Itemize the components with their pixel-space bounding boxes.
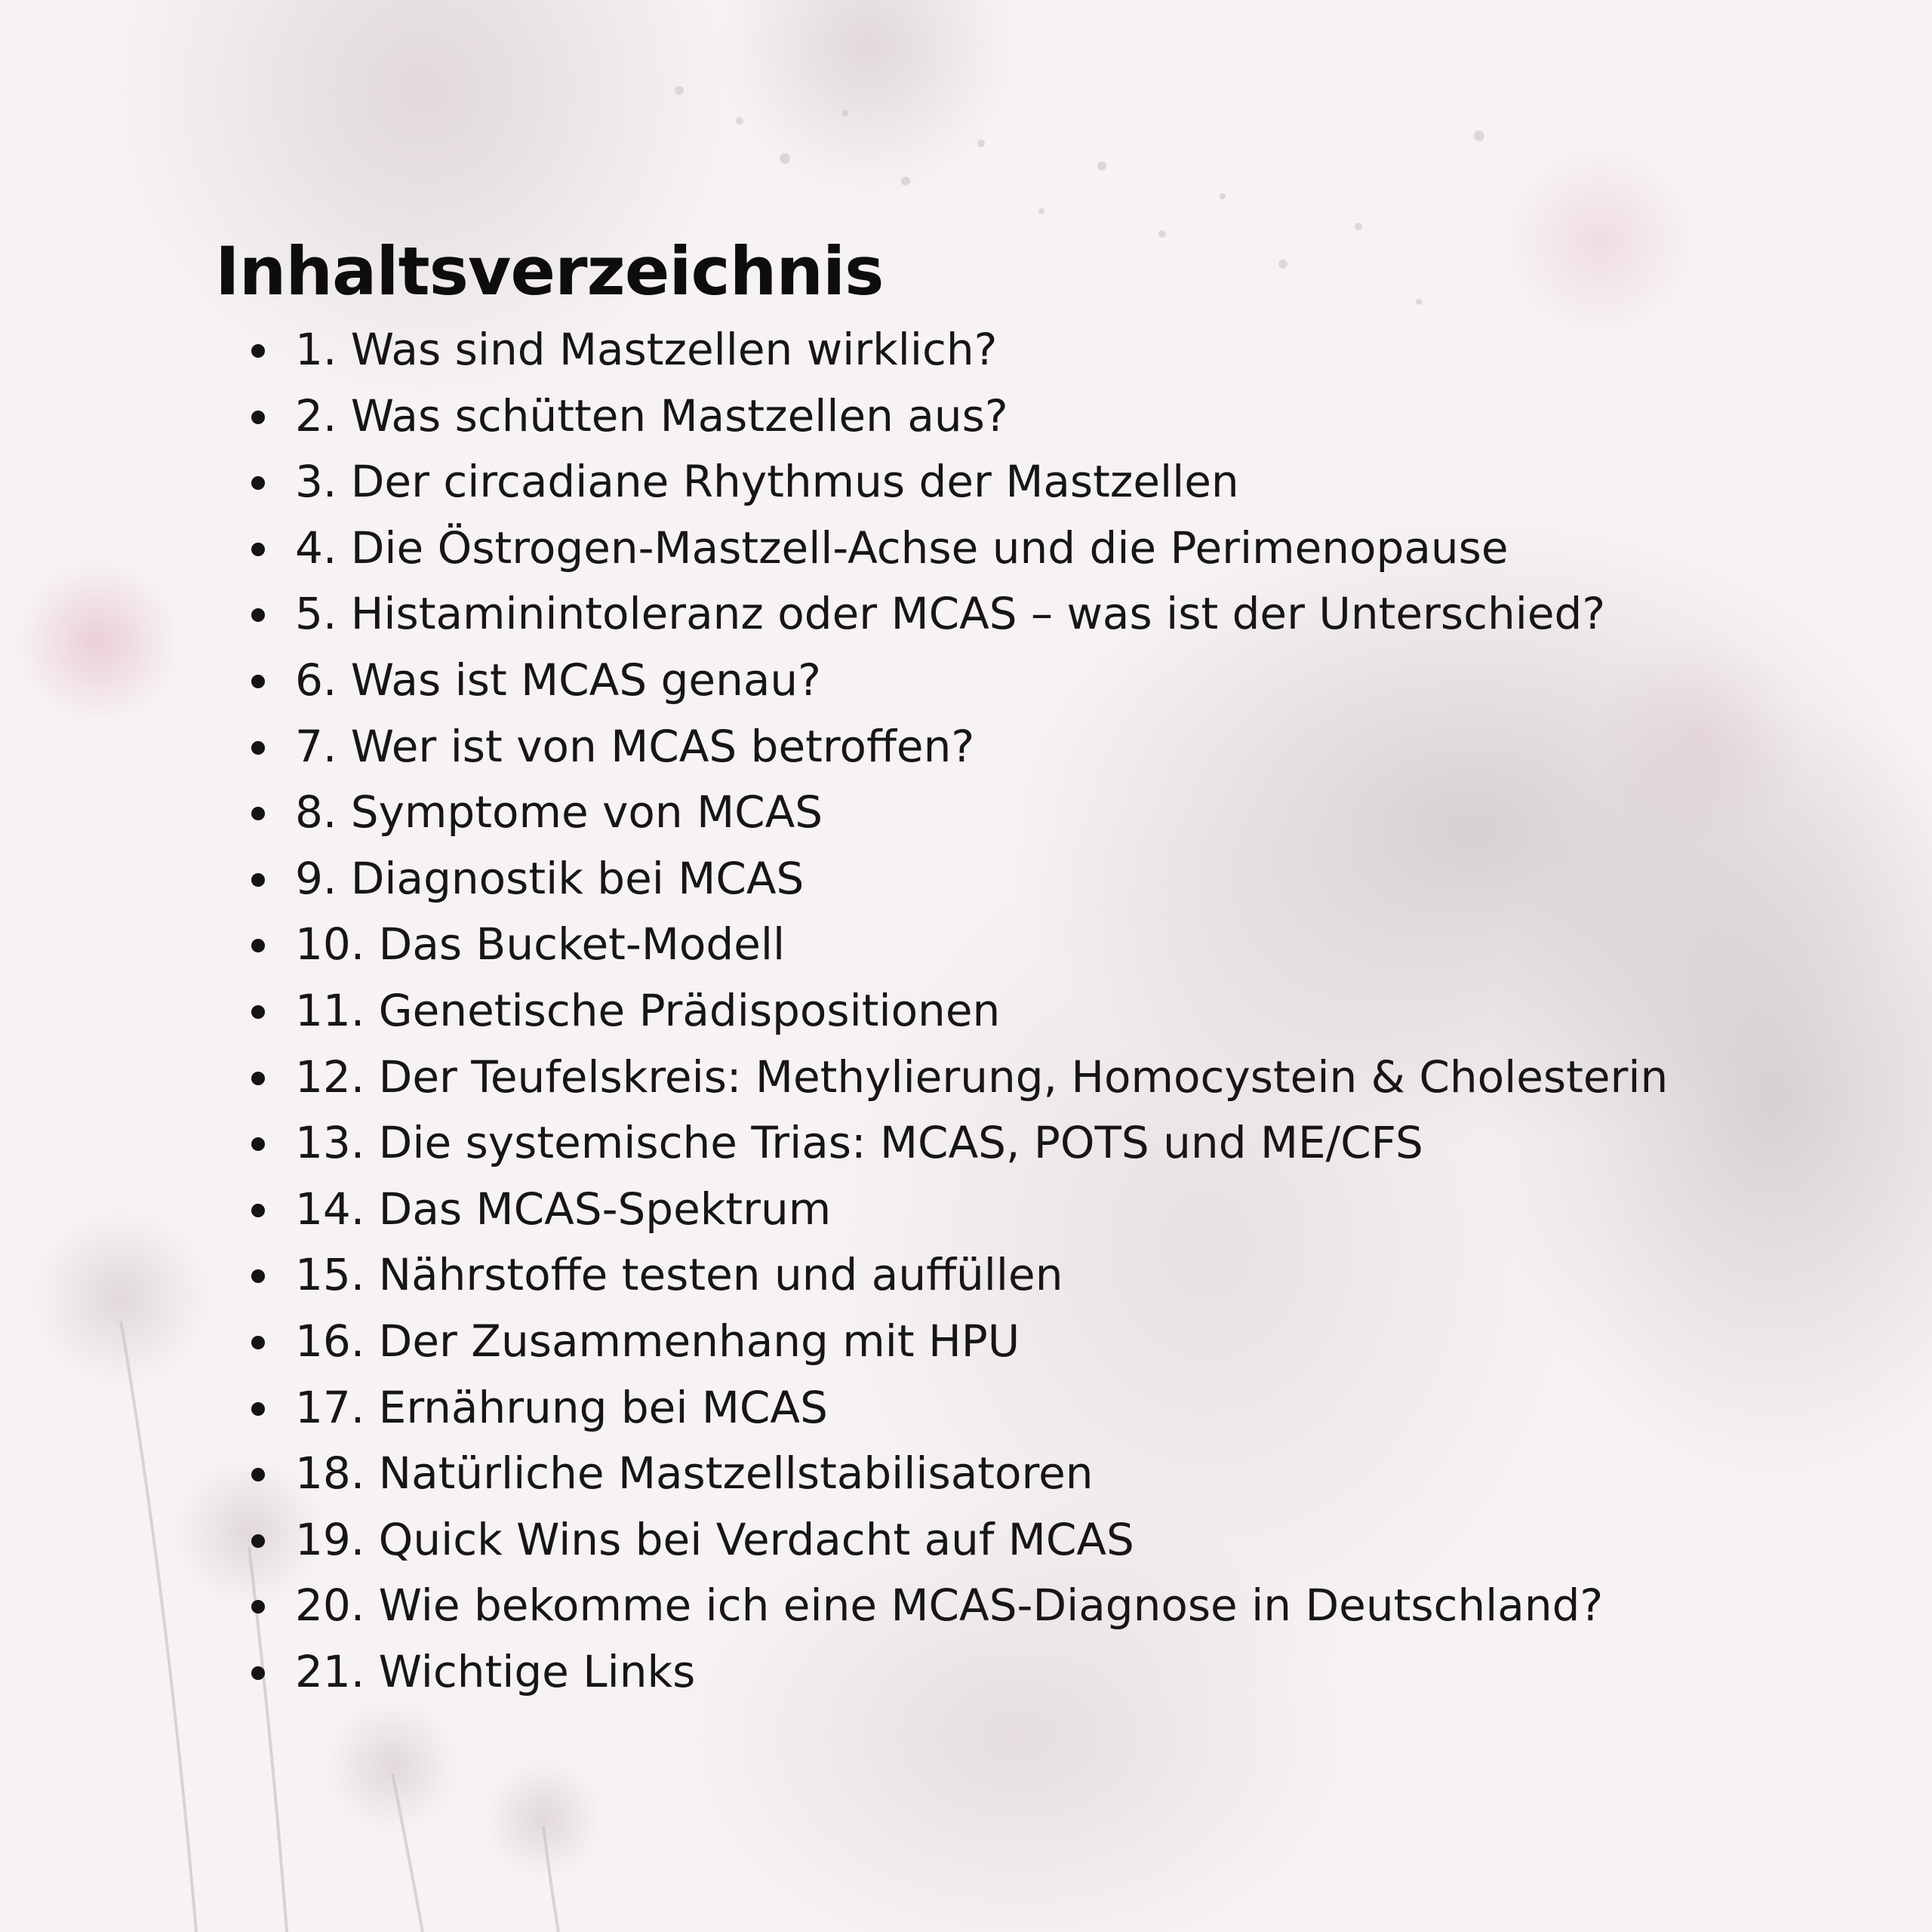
bullet-icon [251,1534,265,1548]
toc-item[interactable] [215,581,1800,648]
toc-item-label: 17. Ernährung bei MCAS [295,1381,828,1433]
bullet-icon [251,1666,265,1680]
bullet-icon [251,1072,265,1085]
page-title: Inhaltsverzeichnis [215,232,884,310]
toc-item-label: 6. Was ist MCAS genau? [295,654,821,706]
bullet-icon [251,608,265,622]
bullet-icon [251,1137,265,1151]
toc-item[interactable] [215,912,1800,978]
toc-item-label: 16. Der Zusammenhang mit HPU [295,1315,1020,1367]
bullet-icon [251,543,265,556]
toc-item[interactable] [215,780,1800,846]
toc-item[interactable] [215,846,1800,912]
toc-item[interactable] [215,1441,1800,1507]
toc-item-label: 15. Nährstoffe testen und auffüllen [295,1249,1063,1301]
toc-item[interactable] [215,1639,1800,1706]
toc-item-label: 7. Wer ist von MCAS betroffen? [295,720,975,772]
toc-item-label: 19. Quick Wins bei Verdacht auf MCAS [295,1513,1134,1565]
toc-item-label: 11. Genetische Prädispositionen [295,984,1001,1036]
toc-item[interactable] [215,383,1800,450]
toc-list [215,317,1800,1705]
toc-item[interactable] [215,978,1800,1044]
toc-item[interactable] [215,1044,1800,1111]
toc-item[interactable] [215,317,1800,383]
bullet-icon [251,741,265,755]
toc-item[interactable] [215,1242,1800,1309]
bullet-icon [251,344,265,358]
toc-item-label: 12. Der Teufelskreis: Methylierung, Homocystein & Cholesterin [295,1051,1669,1103]
toc-item[interactable] [215,1309,1800,1375]
bullet-icon [251,476,265,490]
bullet-icon [251,939,265,952]
toc-item-label: 13. Die systemische Trias: MCAS, POTS und ME/CFS [295,1117,1423,1169]
toc-item-label: 8. Symptome von MCAS [295,786,823,838]
bullet-icon [251,1336,265,1349]
toc-item[interactable] [215,1507,1800,1574]
toc-item-label: 14. Das MCAS-Spektrum [295,1183,832,1235]
toc-item-label: 21. Wichtige Links [295,1645,696,1697]
bullet-icon [251,411,265,424]
toc-item-label: 3. Der circadiane Rhythmus der Mastzellen [295,456,1239,508]
toc-item[interactable] [215,449,1800,515]
bullet-icon [251,873,265,887]
toc-item-label: 20. Wie bekomme ich eine MCAS-Diagnose in Deutschland? [295,1580,1604,1632]
bullet-icon [251,1600,265,1614]
toc-item-label: 2. Was schütten Mastzellen aus? [295,389,1008,441]
toc-item-label: 1. Was sind Mastzellen wirklich? [295,324,998,375]
bullet-icon [251,807,265,820]
toc-item[interactable] [215,714,1800,780]
toc-item[interactable] [215,1375,1800,1441]
toc-item-label: 10. Das Bucket-Modell [295,918,786,971]
toc-item[interactable] [215,1177,1800,1243]
bullet-icon [251,1402,265,1416]
bullet-icon [251,1005,265,1019]
flower-left [15,558,181,724]
toc-item-label: 5. Histaminintoleranz oder MCAS – was ist der Unterschied? [295,588,1606,640]
toc-item[interactable] [215,1573,1800,1639]
toc-item-label: 9. Diagnostik bei MCAS [295,852,804,904]
toc-item[interactable] [215,648,1800,714]
bullet-icon [251,1468,265,1481]
bullet-icon [251,1204,265,1217]
toc-item[interactable] [215,515,1800,582]
table-of-contents [215,226,1800,1705]
toc-item-label: 4. Die Östrogen-Mastzell-Achse und die Perimenopause [295,521,1509,574]
toc-item-label: 18. Natürliche Mastzellstabilisatoren [295,1447,1094,1500]
toc-item[interactable] [215,1110,1800,1177]
bullet-icon [251,675,265,688]
bullet-icon [251,1269,265,1283]
